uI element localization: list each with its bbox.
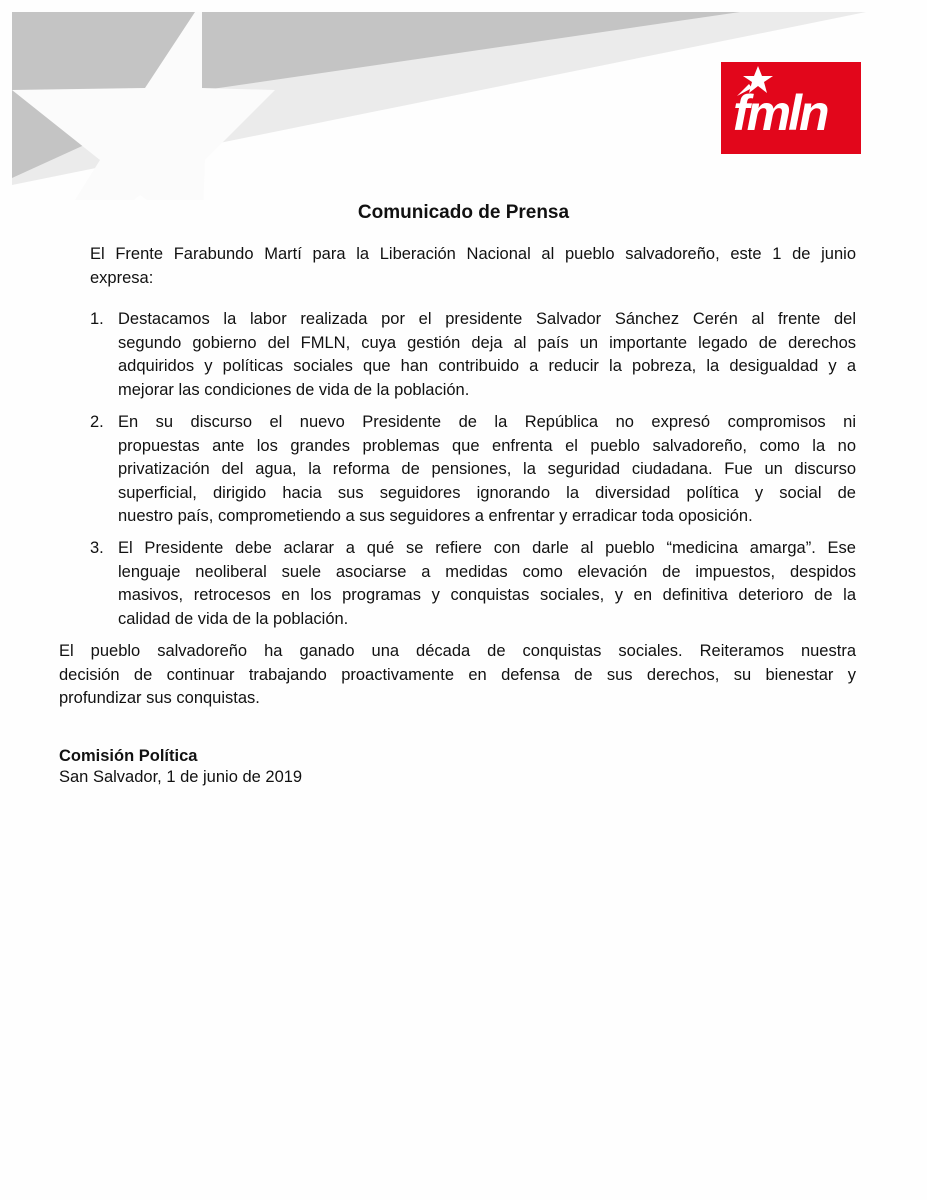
text-line: profundizar sus conquistas.: [59, 689, 260, 707]
list-number: 1.: [90, 310, 104, 328]
text-line: El Frente Farabundo Martí para la Liberación Nacional al pueblo salvadoreño, este 1 de junio: [90, 245, 856, 263]
list-item-3: [90, 537, 856, 631]
list-item-1: [90, 308, 856, 402]
list-number: 2.: [90, 413, 104, 431]
text-line: expresa:: [90, 268, 154, 287]
fmln-logo: [721, 62, 861, 154]
text-line: superficial, dirigido hacia sus seguidores ignorando la diversidad política y social de: [118, 483, 856, 502]
intro-paragraph: [90, 243, 856, 290]
text-line: El Presidente debe aclarar a qué se refiere con darle al pueblo “medicina amarga”. Ese: [118, 539, 856, 557]
text-line: decisión de continuar trabajando proactivamente en defensa de sus derechos, su bienestar y: [59, 665, 856, 684]
text-line: El pueblo salvadoreño ha ganado una década de conquistas sociales. Reiteramos nuestra: [59, 642, 856, 660]
logo-text: fmln: [733, 85, 827, 141]
text-line: Destacamos la labor realizada por el presidente Salvador Sánchez Cerén al frente del: [118, 310, 856, 328]
text-line: segundo gobierno del FMLN, cuya gestión deja al país un importante legado de derechos: [118, 333, 856, 352]
text-line: propuestas ante los grandes problemas que enfrenta el pueblo salvadoreño, como la no: [118, 436, 856, 455]
signature-name: Comisión Política: [59, 747, 198, 765]
text-line: lenguaje neoliberal suele asociarse a medidas como elevación de impuestos, despidos: [118, 562, 856, 581]
text-line: En su discurso el nuevo Presidente de la República no expresó compromisos ni: [118, 413, 856, 431]
list-item-2: [90, 411, 856, 529]
signature-place-date: San Salvador, 1 de junio de 2019: [59, 768, 303, 786]
text-line: mejorar las condiciones de vida de la población.: [118, 380, 470, 399]
text-line: nuestro país, comprometiendo a sus seguidores a enfrentar y erradicar toda oposición.: [118, 507, 753, 525]
text-line: calidad de vida de la población.: [118, 609, 349, 628]
closing-paragraph: [59, 640, 856, 711]
list-number: 3.: [90, 539, 104, 557]
text-line: masivos, retrocesos en los programas y conquistas sociales, y en definitiva deterioro de la: [118, 586, 856, 604]
page-title: Comunicado de Prensa: [357, 202, 570, 223]
text-line: privatización del agua, la reforma de pensiones, la seguridad ciudadana. Fue un discurso: [118, 460, 856, 478]
text-line: adquiridos y políticas sociales que han contribuido a reducir la pobreza, la desigualdad y a: [118, 357, 856, 375]
